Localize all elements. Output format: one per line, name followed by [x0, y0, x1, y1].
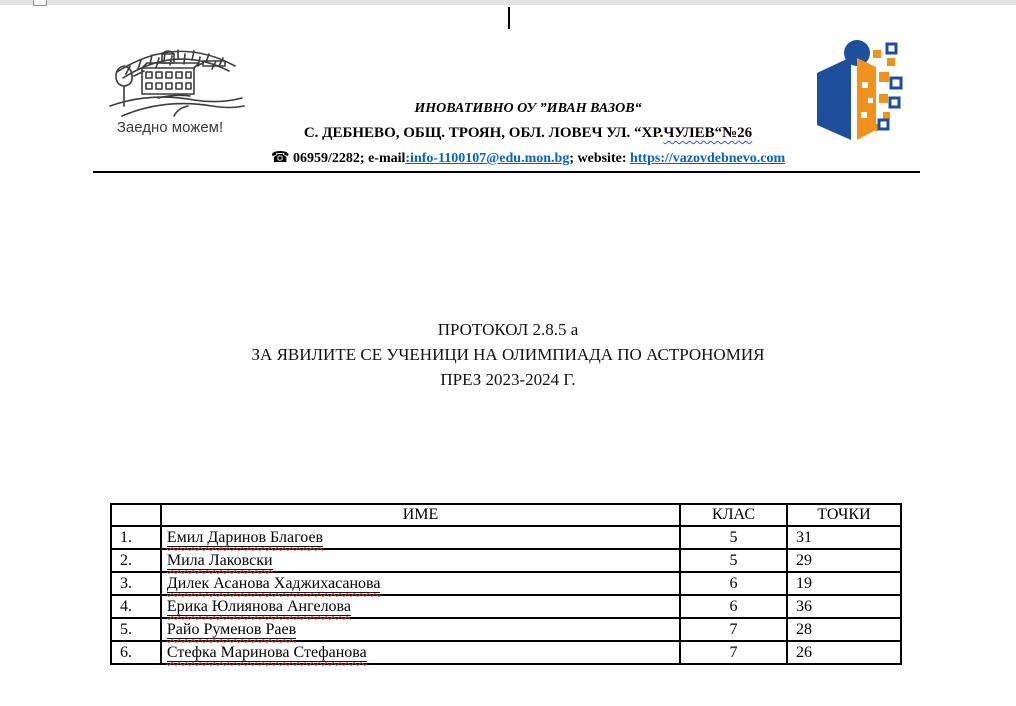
table-row [111, 572, 901, 595]
title-line-1: ПРОТОКОЛ 2.8.5 а [437, 320, 579, 339]
letterhead-text [158, 98, 898, 170]
school-address [158, 122, 898, 144]
table-row [111, 641, 901, 664]
table-row [111, 526, 901, 549]
row-number: 3. [111, 572, 161, 595]
table-row [111, 618, 901, 641]
student-grade: 7 [680, 641, 787, 664]
student-grade: 6 [680, 572, 787, 595]
letterhead-divider [93, 171, 920, 173]
student-name [161, 618, 680, 641]
student-points: 26 [787, 641, 901, 664]
student-grade: 5 [680, 549, 787, 572]
education-book-logo [813, 36, 906, 143]
phone-icon: ☎ [270, 148, 290, 166]
school-motto: Заедно можем! [116, 119, 224, 136]
table-row [111, 595, 901, 618]
row-number: 4. [111, 595, 161, 618]
window-icon [33, 0, 47, 6]
student-points: 29 [787, 549, 901, 572]
address-flagged-text: ЧУЛЕВ“№26 [663, 125, 753, 141]
email-link[interactable]: :info-1100107@edu.mon.bg [405, 151, 570, 166]
student-points: 31 [787, 526, 901, 549]
table-header-row [111, 504, 901, 526]
student-grade: 6 [680, 595, 787, 618]
row-number: 1. [111, 526, 161, 549]
text-cursor-mark [508, 7, 510, 29]
table-row [111, 549, 901, 572]
address-text: С. ДЕБНЕВО, ОБЩ. ТРОЯН, ОБЛ. ЛОВЕЧ УЛ. “ХР. [303, 125, 664, 141]
student-points: 28 [787, 618, 901, 641]
header-name: ИМЕ [161, 504, 680, 526]
title-line-2: ЗА ЯВИЛИТЕ СЕ УЧЕНИЦИ НА ОЛИМПИАДА ПО АСТРОНОМИЯ [251, 345, 765, 364]
document-title [0, 317, 1016, 392]
student-name-text: Емил Даринов Благоев [166, 528, 324, 546]
title-line-3: ПРЕЗ 2023-2024 Г. [440, 370, 576, 389]
header-points: ТОЧКИ [787, 504, 901, 526]
student-name [161, 572, 680, 595]
student-grade: 5 [680, 526, 787, 549]
website-link[interactable]: https://vazovdebnevo.com [629, 151, 786, 166]
student-points: 19 [787, 572, 901, 595]
row-number: 5. [111, 618, 161, 641]
student-name-text: Мила Лаковски [166, 551, 273, 569]
student-name [161, 641, 680, 664]
phone-number: 06959/2282; e-mail [289, 151, 406, 166]
student-name-text: Дилек Асанова Хаджихасанова [166, 574, 381, 592]
row-number: 6. [111, 641, 161, 664]
student-name [161, 526, 680, 549]
student-name-text: Стефка Маринова Стефанова [166, 643, 367, 661]
student-grade: 7 [680, 618, 787, 641]
header-number [111, 504, 161, 526]
contact-line [158, 146, 898, 170]
student-name [161, 595, 680, 618]
row-number: 2. [111, 549, 161, 572]
school-name: ИНОВАТИВНО ОУ ”ИВАН ВАЗОВ“ [414, 101, 642, 116]
website-label: ; website: [569, 151, 630, 166]
top-chrome-strip [0, 0, 1016, 5]
student-points: 36 [787, 595, 901, 618]
header-grade: КЛАС [680, 504, 787, 526]
results-table [110, 503, 902, 665]
student-name [161, 549, 680, 572]
student-name-text: Райо Руменов Раев [166, 620, 297, 638]
student-name-text: Ерика Юлиянова Ангелова [166, 597, 351, 615]
